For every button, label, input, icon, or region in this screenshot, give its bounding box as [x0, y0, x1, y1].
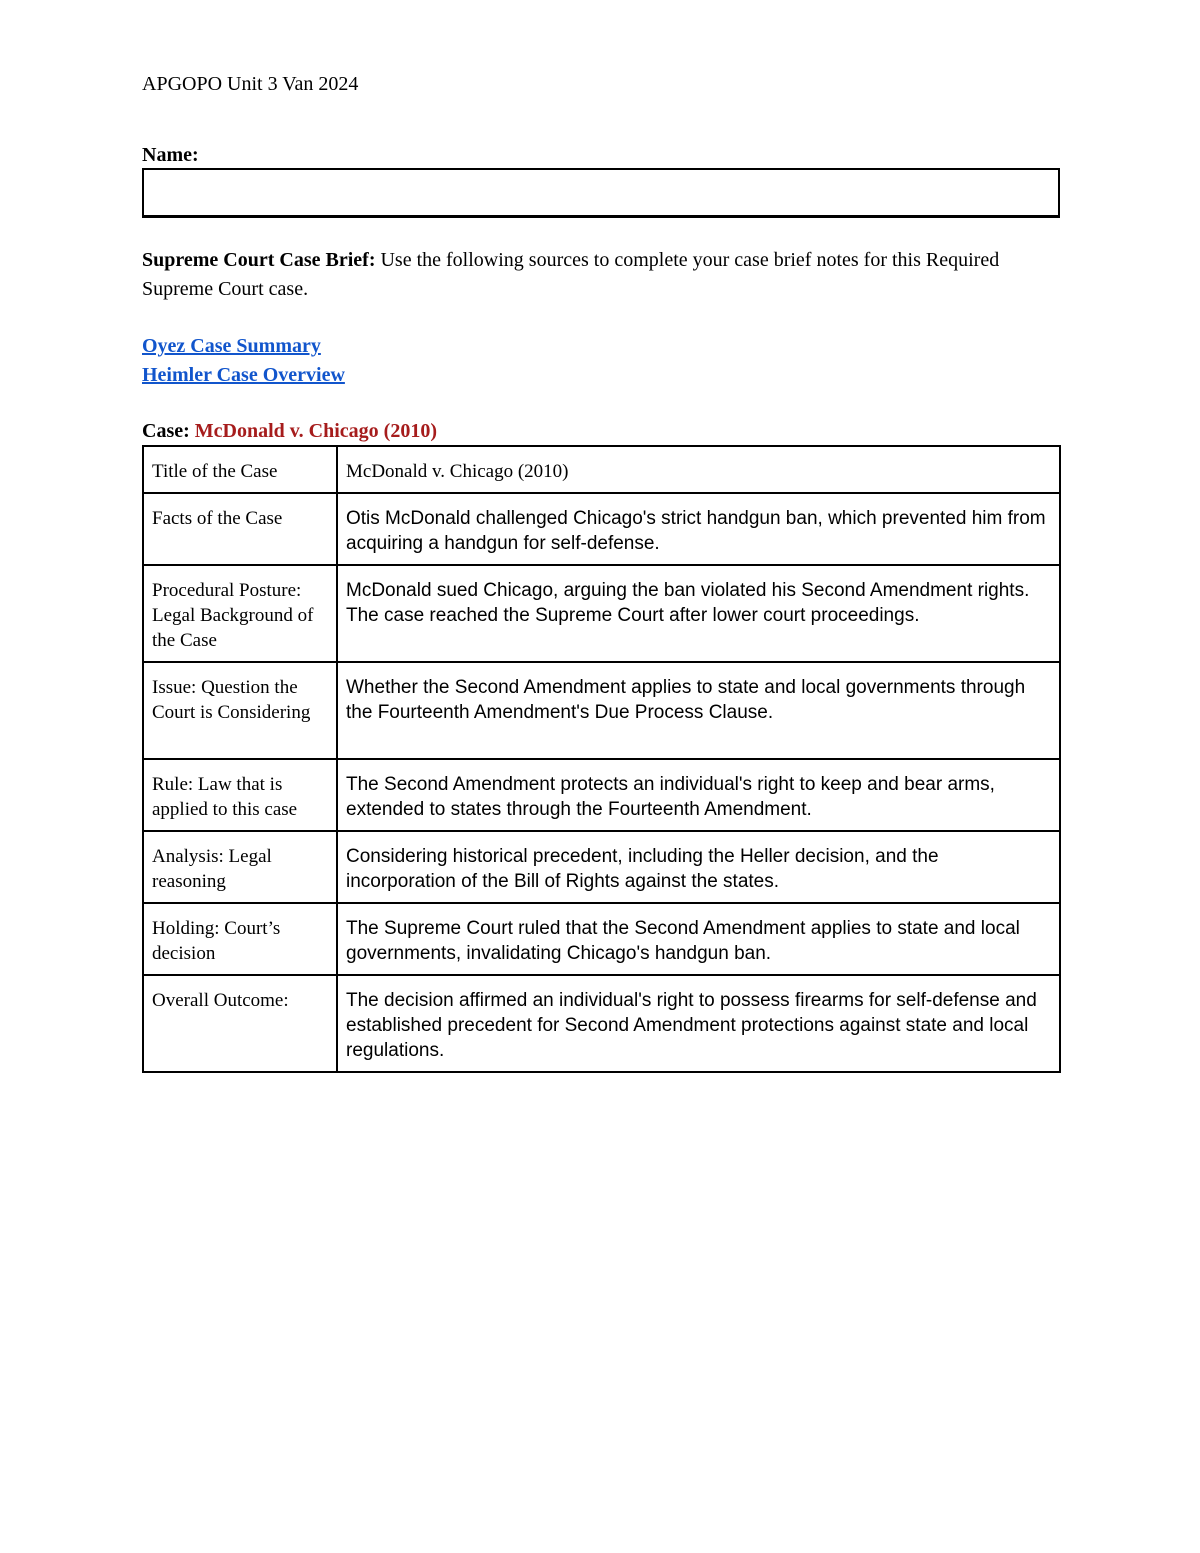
- row-label: Facts of the Case: [143, 493, 337, 565]
- row-value[interactable]: The Supreme Court ruled that the Second Amendment applies to state and local governments, invalidating Chicago's handgun ban.: [337, 903, 1060, 975]
- intro-heading: Supreme Court Case Brief:: [142, 249, 376, 271]
- case-line: [142, 418, 437, 444]
- table-row-procedural-posture: [143, 565, 1060, 662]
- row-label: Holding: Court’s decision: [143, 903, 337, 975]
- table-row-facts: [143, 493, 1060, 565]
- case-brief-table: [142, 445, 1061, 1073]
- name-input-box[interactable]: [142, 168, 1060, 218]
- table-row-holding: [143, 903, 1060, 975]
- table-row-title: [143, 446, 1060, 493]
- row-label: Rule: Law that is applied to this case: [143, 759, 337, 831]
- row-label: Overall Outcome:: [143, 975, 337, 1072]
- row-value[interactable]: Considering historical precedent, including the Heller decision, and the incorporation of the Bill of Rights against the states.: [337, 831, 1060, 903]
- case-name: McDonald v. Chicago (2010): [194, 420, 437, 442]
- row-value[interactable]: The Second Amendment protects an individual's right to keep and bear arms, extended to states through the Fourteenth Amendment.: [337, 759, 1060, 831]
- table-row-issue: [143, 662, 1060, 759]
- source-links: [142, 332, 345, 390]
- row-label: Title of the Case: [143, 446, 337, 493]
- intro-text: Use the following sources to complete your case brief notes for this Required Supreme Court case.: [142, 249, 1000, 300]
- document-header: APGOPO Unit 3 Van 2024: [142, 73, 359, 95]
- heimler-case-overview-link[interactable]: Heimler Case Overview: [142, 364, 345, 386]
- name-label: Name:: [142, 144, 199, 166]
- row-value[interactable]: McDonald v. Chicago (2010): [337, 446, 1060, 493]
- row-value[interactable]: Whether the Second Amendment applies to state and local governments through the Fourteenth Amendment's Due Process Clause.: [337, 662, 1060, 759]
- row-value[interactable]: McDonald sued Chicago, arguing the ban violated his Second Amendment rights. The case reached the Supreme Court after lower court proceedings.: [337, 565, 1060, 662]
- row-value[interactable]: Otis McDonald challenged Chicago's strict handgun ban, which prevented him from acquiring a handgun for self-defense.: [337, 493, 1060, 565]
- intro-paragraph: [142, 246, 1042, 304]
- row-label: Issue: Question the Court is Considering: [143, 662, 337, 759]
- case-label: Case:: [142, 420, 190, 442]
- table-row-analysis: [143, 831, 1060, 903]
- table-row-rule: [143, 759, 1060, 831]
- table-row-overall-outcome: [143, 975, 1060, 1072]
- oyez-case-summary-link[interactable]: Oyez Case Summary: [142, 335, 321, 357]
- row-label: Procedural Posture: Legal Background of the Case: [143, 565, 337, 662]
- row-label: Analysis: Legal reasoning: [143, 831, 337, 903]
- row-value[interactable]: The decision affirmed an individual's right to possess firearms for self-defense and established precedent for Second Amendment protections against state and local regulations.: [337, 975, 1060, 1072]
